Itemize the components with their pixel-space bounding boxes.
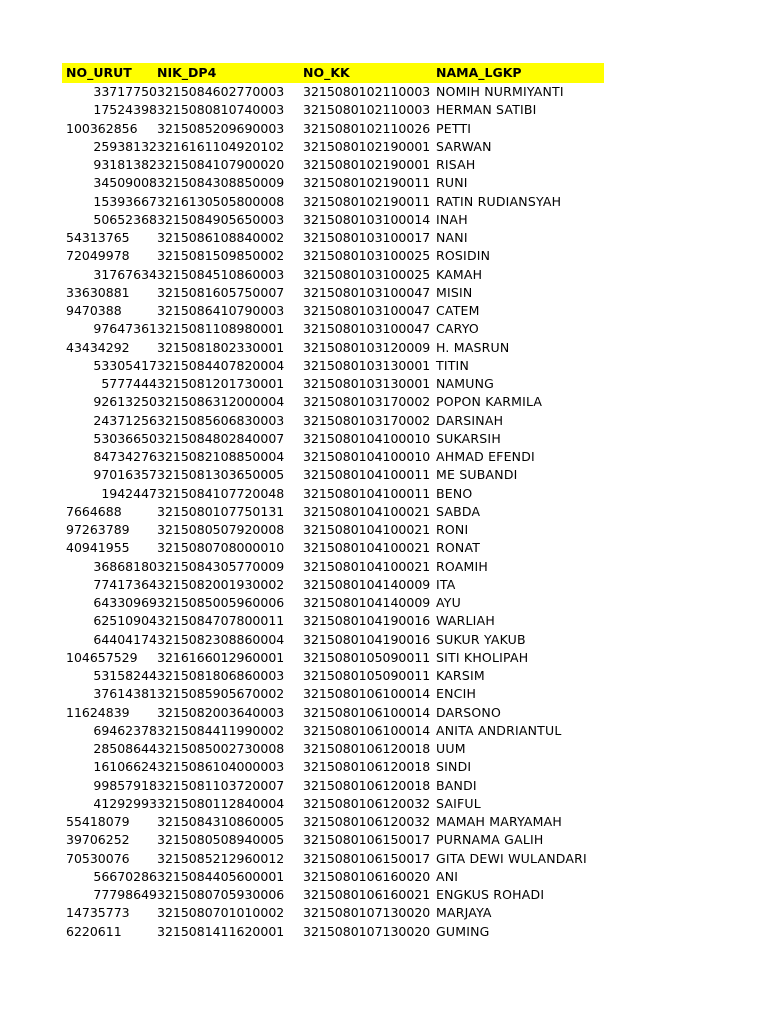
table-row (62, 740, 604, 758)
nik-cell[interactable]: 3215084107900020 (157, 157, 285, 172)
no-urut-cell[interactable]: 55418079 (66, 814, 130, 829)
nik-cell[interactable]: 3216130505800008 (157, 193, 285, 209)
no-kk-cell[interactable]: 3215080102190001 (303, 138, 431, 154)
table-row (62, 758, 604, 776)
no-urut-cell[interactable]: 33717750 (93, 84, 157, 99)
no-urut-cell[interactable]: 28508644 (93, 741, 157, 756)
nama-cell[interactable]: ANITA ANDRIANTUL (436, 722, 562, 738)
nik-cell[interactable]: 3215081303650005 (157, 467, 285, 483)
no-urut-cell[interactable]: 14735773 (66, 905, 130, 921)
nik-cell[interactable]: 3215084308850009 (157, 175, 285, 191)
nama-cell[interactable]: HERMAN SATIBI (436, 102, 537, 118)
table-row (62, 503, 604, 521)
nik-cell[interactable]: 3215086104000003 (157, 759, 285, 775)
nik-cell[interactable]: 3215086410790003 (157, 303, 285, 318)
no-urut-cell[interactable]: 9470388 (66, 303, 122, 318)
table-row (62, 886, 604, 904)
nama-cell[interactable]: NANI (436, 230, 468, 245)
no-urut-cell[interactable]: 39706252 (66, 832, 130, 848)
no-kk-cell[interactable]: 3215080104100010 (303, 449, 431, 464)
table-row (62, 594, 604, 612)
no-urut-cell[interactable]: 97016357 (93, 467, 157, 483)
nama-cell[interactable]: MARJAYA (436, 905, 492, 921)
nama-cell[interactable]: ME SUBANDI (436, 467, 518, 483)
nik-cell[interactable]: 3215084602770003 (157, 84, 285, 99)
no-kk-cell[interactable]: 3215080103100025 (303, 266, 431, 282)
nama-cell[interactable]: ANI (436, 868, 459, 884)
table-row (62, 831, 604, 849)
nik-cell[interactable]: 3215084510860003 (157, 266, 285, 282)
nik-cell[interactable]: 3215086312000004 (157, 394, 285, 410)
header-no-urut[interactable]: NO_URUT (66, 65, 132, 80)
no-kk-cell[interactable]: 3215080105090011 (303, 649, 431, 665)
no-urut-cell[interactable]: 77798649 (93, 887, 157, 902)
nik-cell[interactable]: 3215085002730008 (157, 741, 285, 756)
nama-cell[interactable]: TITIN (436, 357, 469, 373)
nama-cell[interactable]: SAIFUL (436, 795, 481, 811)
no-urut-cell[interactable]: 17524398 (93, 102, 157, 118)
no-urut-cell[interactable]: 7664688 (66, 503, 122, 519)
nik-cell[interactable]: 3215081108980001 (157, 321, 285, 337)
no-urut-cell[interactable]: 36868180 (93, 558, 157, 574)
nama-cell[interactable]: CATEM (436, 303, 480, 318)
nama-cell[interactable]: ROAMIH (436, 558, 488, 574)
no-urut-cell[interactable]: 104657529 (66, 649, 138, 665)
nik-cell[interactable]: 3215085905670002 (157, 686, 285, 702)
header-nik-dp4[interactable]: NIK_DP4 (157, 65, 217, 80)
nik-cell[interactable]: 3215081411620001 (157, 923, 285, 939)
nik-cell[interactable]: 3215080708000010 (157, 540, 285, 556)
table-row (62, 466, 604, 484)
nama-cell[interactable]: MISIN (436, 284, 473, 300)
no-kk-cell[interactable]: 3215080103100047 (303, 303, 431, 318)
table-row (62, 211, 604, 229)
no-urut-cell[interactable]: 70530076 (66, 850, 130, 866)
nik-cell[interactable]: 3215082108850004 (157, 449, 285, 464)
nama-cell[interactable]: RATIN RUDIANSYAH (436, 193, 562, 209)
table-row (62, 448, 604, 466)
header-no-kk[interactable]: NO_KK (303, 65, 350, 80)
no-kk-cell[interactable]: 3215080106160021 (303, 887, 431, 902)
nama-cell[interactable]: POPON KARMILA (436, 394, 543, 410)
no-urut-cell[interactable]: 53305417 (93, 357, 157, 373)
nik-cell[interactable]: 3216161104920102 (157, 138, 285, 154)
nama-cell[interactable]: SITI KHOLIPAH (436, 649, 529, 665)
no-kk-cell[interactable]: 3215080106160020 (303, 868, 431, 884)
no-urut-cell[interactable]: 15393667 (93, 193, 157, 209)
table-row (62, 375, 604, 393)
nama-cell[interactable]: AHMAD EFENDI (436, 449, 535, 464)
table-row (62, 430, 604, 448)
nama-cell[interactable]: CARYO (436, 321, 479, 337)
no-kk-cell[interactable]: 3215080102190011 (303, 193, 431, 209)
no-urut-cell[interactable]: 16106624 (93, 759, 157, 775)
no-urut-cell[interactable]: 50652368 (93, 211, 157, 227)
nama-cell[interactable]: SUKUR YAKUB (436, 631, 526, 647)
no-urut-cell[interactable]: 40941955 (66, 540, 130, 556)
no-urut-cell[interactable]: 41292993 (93, 795, 157, 811)
nik-cell[interactable]: 3215081605750007 (157, 284, 285, 300)
table-row (62, 247, 604, 265)
no-urut-cell[interactable]: 11624839 (66, 704, 130, 720)
table-row (62, 174, 604, 192)
table-row (62, 795, 604, 813)
no-kk-cell[interactable]: 3215080105090011 (303, 668, 431, 683)
table-row (62, 539, 604, 557)
no-kk-cell[interactable]: 3215080107130020 (303, 923, 431, 939)
nik-cell[interactable]: 3215082003640003 (157, 704, 285, 720)
no-kk-cell[interactable]: 3215080104100011 (303, 485, 431, 501)
no-kk-cell[interactable]: 3215080106120018 (303, 777, 431, 793)
no-kk-cell[interactable]: 3215080106100014 (303, 686, 431, 702)
no-kk-cell[interactable]: 3215080103100047 (303, 321, 431, 337)
nama-cell[interactable]: RUNI (436, 175, 468, 191)
nik-cell[interactable]: 3215081509850002 (157, 248, 285, 264)
table-row (62, 777, 604, 795)
nik-cell[interactable]: 3215084107720048 (157, 485, 285, 501)
no-urut-cell[interactable]: 37614381 (93, 686, 157, 702)
no-kk-cell[interactable]: 3215080104100021 (303, 503, 431, 519)
nik-cell[interactable]: 3215085209690003 (157, 120, 285, 136)
no-urut-cell[interactable]: 1942447 (101, 485, 157, 501)
nik-cell[interactable]: 3215085606830003 (157, 412, 285, 428)
no-kk-cell[interactable]: 3215080106120032 (303, 814, 431, 829)
nik-cell[interactable]: 3215084405600001 (157, 868, 285, 884)
no-urut-cell[interactable]: 64330969 (93, 595, 157, 610)
no-kk-cell[interactable]: 3215080106120018 (303, 741, 431, 756)
table-row (62, 722, 604, 740)
no-kk-cell[interactable]: 3215080102110003 (303, 102, 431, 118)
nama-cell[interactable]: NOMIH NURMIYANTI (436, 84, 564, 99)
table-row (62, 229, 604, 247)
nik-cell[interactable]: 3215084802840007 (157, 430, 285, 446)
table-row (62, 904, 604, 922)
table-row (62, 558, 604, 576)
no-urut-cell[interactable]: 33630881 (66, 284, 130, 300)
no-kk-cell[interactable]: 3215080106100014 (303, 704, 431, 720)
no-urut-cell[interactable]: 24371256 (93, 412, 157, 428)
nik-cell[interactable]: 3215084305770009 (157, 558, 285, 574)
no-urut-cell[interactable]: 69462378 (93, 722, 157, 738)
table-row (62, 83, 604, 101)
no-urut-cell[interactable]: 56670286 (93, 868, 157, 884)
no-kk-cell[interactable]: 3215080106120032 (303, 795, 431, 811)
no-urut-cell[interactable]: 62510904 (93, 613, 157, 629)
header-row (62, 63, 604, 83)
no-urut-cell[interactable]: 93181382 (93, 157, 157, 172)
no-urut-cell[interactable]: 99857918 (93, 777, 157, 793)
no-kk-cell[interactable]: 3215080102110003 (303, 84, 431, 99)
nik-cell[interactable]: 3215084411990002 (157, 722, 285, 738)
nik-cell[interactable]: 3215084707800011 (157, 613, 285, 629)
no-urut-cell[interactable]: 53036650 (93, 430, 157, 446)
no-urut-cell[interactable]: 72049978 (66, 248, 130, 264)
table-row (62, 266, 604, 284)
nama-cell[interactable]: AYU (436, 595, 461, 610)
no-kk-cell[interactable]: 3215080103100017 (303, 230, 431, 245)
nama-cell[interactable]: KARSIM (436, 668, 485, 683)
table-row (62, 576, 604, 594)
table-row (62, 923, 604, 941)
nik-cell[interactable]: 3215085212960012 (157, 850, 285, 866)
nik-cell[interactable]: 3215080705930006 (157, 887, 285, 902)
table-row (62, 101, 604, 119)
no-kk-cell[interactable]: 3215080104190016 (303, 613, 431, 629)
header-nama-lgkp[interactable]: NAMA_LGKP (436, 65, 522, 80)
table-row (62, 357, 604, 375)
nik-cell[interactable]: 3215085005960006 (157, 595, 285, 610)
no-kk-cell[interactable]: 3215080104100021 (303, 558, 431, 574)
no-kk-cell[interactable]: 3215080102190001 (303, 157, 431, 172)
no-kk-cell[interactable]: 3215080103100047 (303, 284, 431, 300)
table-row (62, 412, 604, 430)
no-kk-cell[interactable]: 3215080104100021 (303, 540, 431, 556)
nama-cell[interactable]: WARLIAH (436, 613, 495, 629)
no-urut-cell[interactable]: 54313765 (66, 230, 130, 245)
nama-cell[interactable]: DARSINAH (436, 412, 504, 428)
no-kk-cell[interactable]: 3215080102110026 (303, 120, 431, 136)
no-kk-cell[interactable]: 3215080104140009 (303, 576, 431, 592)
nik-cell[interactable]: 3215081201730001 (157, 376, 285, 391)
nama-cell[interactable]: BENO (436, 485, 473, 501)
nik-cell[interactable]: 3215081802330001 (157, 339, 285, 355)
no-kk-cell[interactable]: 3215080106120018 (303, 759, 431, 775)
nama-cell[interactable]: ENCIH (436, 686, 477, 702)
no-kk-cell[interactable]: 3215080104190016 (303, 631, 431, 647)
nik-cell[interactable]: 3215080107750131 (157, 503, 285, 519)
nama-cell[interactable]: BANDI (436, 777, 477, 793)
no-kk-cell[interactable]: 3215080103130001 (303, 357, 431, 373)
nama-cell[interactable]: ROSIDIN (436, 248, 491, 264)
table-row (62, 631, 604, 649)
nama-cell[interactable]: INAH (436, 211, 468, 227)
table-row (62, 138, 604, 156)
nama-cell[interactable]: DARSONO (436, 704, 502, 720)
no-urut-cell[interactable]: 5777444 (101, 376, 157, 391)
table-row (62, 704, 604, 722)
nik-cell[interactable]: 3215080508940005 (157, 832, 285, 848)
nama-cell[interactable]: SUKARSIH (436, 430, 501, 446)
nama-cell[interactable]: SINDI (436, 759, 472, 775)
table-row (62, 667, 604, 685)
no-urut-cell[interactable]: 77417364 (93, 576, 157, 592)
table-body (62, 83, 604, 941)
no-urut-cell[interactable]: 92613250 (93, 394, 157, 410)
no-urut-cell[interactable]: 97263789 (66, 522, 130, 537)
nama-cell[interactable]: GUMING (436, 923, 490, 939)
no-kk-cell[interactable]: 3215080104100010 (303, 430, 431, 446)
no-kk-cell[interactable]: 3215080106100014 (303, 722, 431, 738)
no-urut-cell[interactable]: 64404174 (93, 631, 157, 647)
no-urut-cell[interactable]: 100362856 (66, 120, 138, 136)
nama-cell[interactable]: RONAT (436, 540, 481, 556)
nik-cell[interactable]: 3215082308860004 (157, 631, 285, 647)
nik-cell[interactable]: 3216166012960001 (157, 649, 285, 665)
nama-cell[interactable]: SARWAN (436, 138, 492, 154)
no-kk-cell[interactable]: 3215080102190011 (303, 175, 431, 191)
table-row (62, 156, 604, 174)
no-kk-cell[interactable]: 3215080103100014 (303, 211, 431, 227)
nik-cell[interactable]: 3215080112840004 (157, 795, 285, 811)
no-kk-cell[interactable]: 3215080103170002 (303, 412, 431, 428)
nama-cell[interactable]: MAMAH MARYAMAH (436, 814, 563, 829)
nama-cell[interactable]: ENGKUS ROHADI (436, 887, 545, 902)
nik-cell[interactable]: 3215082001930002 (157, 576, 285, 592)
no-kk-cell[interactable]: 3215080103120009 (303, 339, 431, 355)
no-kk-cell[interactable]: 3215080103100025 (303, 248, 431, 264)
nik-cell[interactable]: 3215080810740003 (157, 102, 285, 118)
table-row (62, 193, 604, 211)
table-row (62, 339, 604, 357)
table-row (62, 813, 604, 831)
table-row (62, 612, 604, 630)
nik-cell[interactable]: 3215084310860005 (157, 814, 285, 829)
nama-cell[interactable]: RONI (436, 522, 469, 537)
no-urut-cell[interactable]: 31767634 (93, 266, 157, 282)
nik-cell[interactable]: 3215080507920008 (157, 522, 285, 537)
no-urut-cell[interactable]: 84734276 (93, 449, 157, 464)
table-row (62, 850, 604, 868)
spreadsheet-table (62, 63, 604, 941)
nik-cell[interactable]: 3215081806860003 (157, 668, 285, 683)
no-urut-cell[interactable]: 25938132 (93, 138, 157, 154)
nama-cell[interactable]: GITA DEWI WULANDARI (436, 850, 587, 866)
nik-cell[interactable]: 3215080701010002 (157, 905, 285, 921)
nama-cell[interactable]: RISAH (436, 157, 476, 172)
table-row (62, 302, 604, 320)
nik-cell[interactable]: 3215081103720007 (157, 777, 285, 793)
nik-cell[interactable]: 3215084905650003 (157, 211, 285, 227)
no-urut-cell[interactable]: 34509008 (93, 175, 157, 191)
table-row (62, 320, 604, 338)
no-kk-cell[interactable]: 3215080106150017 (303, 850, 431, 866)
table-row (62, 120, 604, 138)
no-kk-cell[interactable]: 3215080107130020 (303, 905, 431, 921)
no-kk-cell[interactable]: 3215080106150017 (303, 832, 431, 848)
no-kk-cell[interactable]: 3215080104140009 (303, 595, 431, 610)
no-kk-cell[interactable]: 3215080104100021 (303, 522, 431, 537)
nik-cell[interactable]: 3215084407820004 (157, 357, 285, 373)
no-urut-cell[interactable]: 97647361 (93, 321, 157, 337)
nama-cell[interactable]: ITA (436, 576, 456, 592)
nama-cell[interactable]: KAMAH (436, 266, 483, 282)
table-row (62, 393, 604, 411)
no-urut-cell[interactable]: 43434292 (66, 339, 130, 355)
no-urut-cell[interactable]: 6220611 (66, 923, 122, 939)
table-row (62, 284, 604, 302)
no-kk-cell[interactable]: 3215080103170002 (303, 394, 431, 410)
nama-cell[interactable]: PETTI (436, 120, 472, 136)
table-row (62, 868, 604, 886)
no-kk-cell[interactable]: 3215080104100011 (303, 467, 431, 483)
no-urut-cell[interactable]: 53158244 (93, 668, 157, 683)
table-row (62, 485, 604, 503)
nama-cell[interactable]: SABDA (436, 503, 481, 519)
table-row (62, 685, 604, 703)
nama-cell[interactable]: PURNAMA GALIH (436, 832, 544, 848)
nama-cell[interactable]: UUM (436, 741, 466, 756)
no-kk-cell[interactable]: 3215080103130001 (303, 376, 431, 391)
table-row (62, 521, 604, 539)
nik-cell[interactable]: 3215086108840002 (157, 230, 285, 245)
table-row (62, 649, 604, 667)
nama-cell[interactable]: NAMUNG (436, 376, 495, 391)
nama-cell[interactable]: H. MASRUN (436, 339, 510, 355)
